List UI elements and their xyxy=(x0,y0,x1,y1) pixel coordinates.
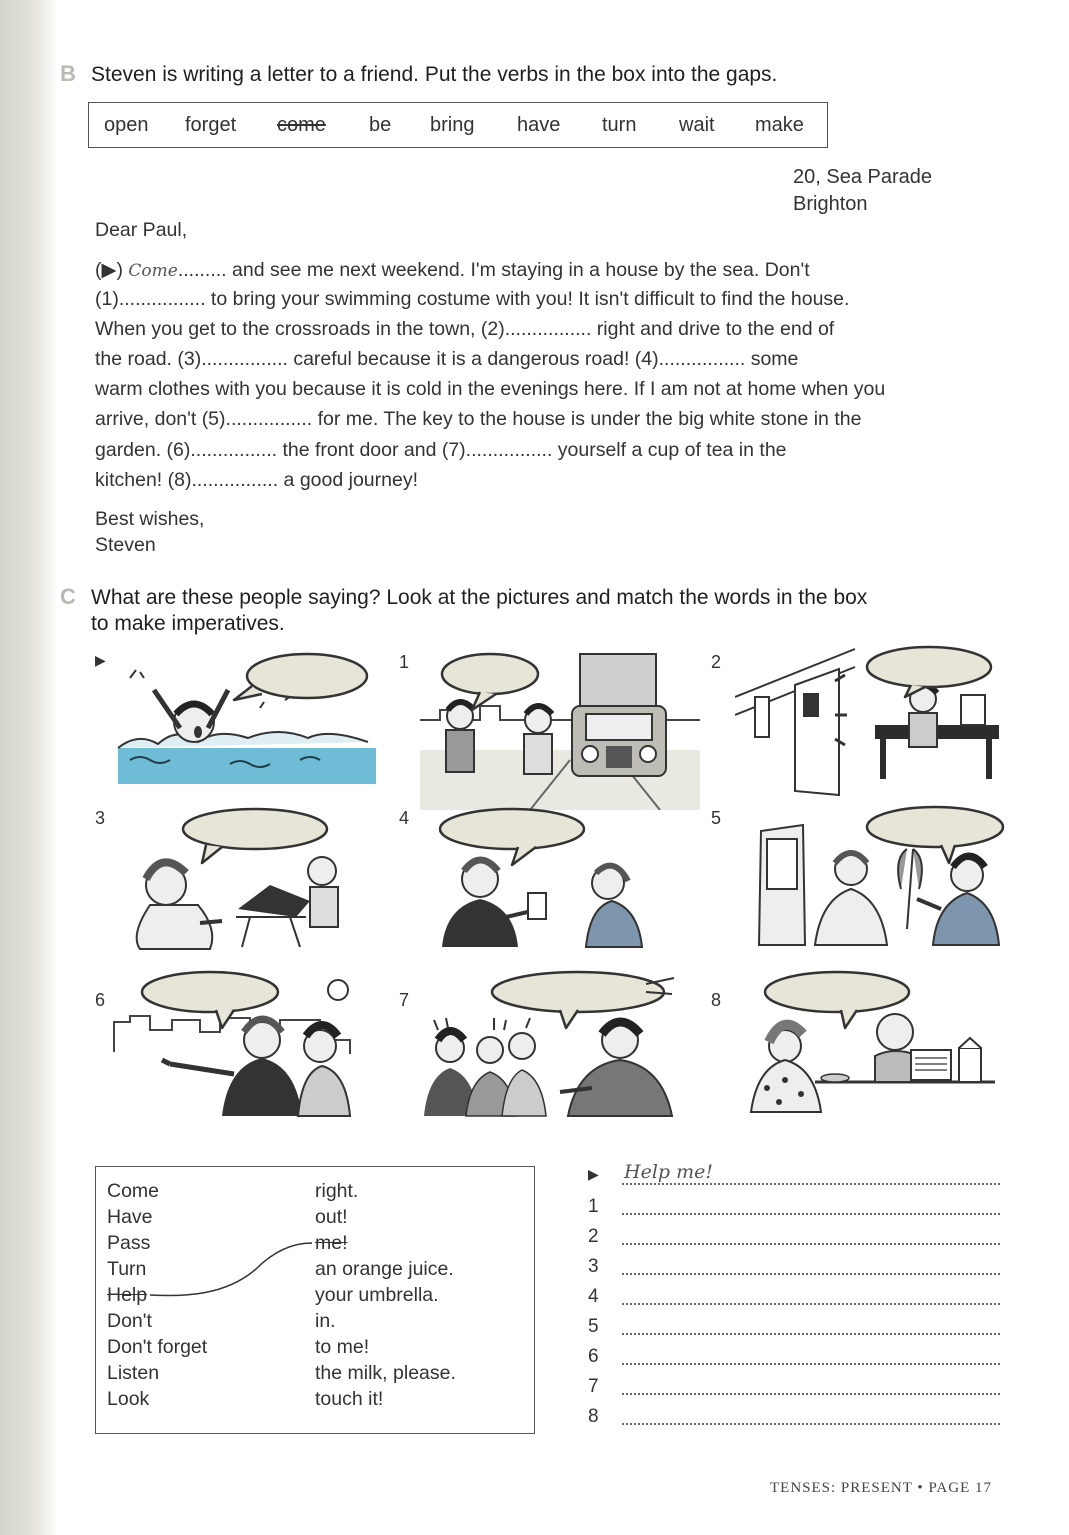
verb-word: bring xyxy=(430,114,475,136)
picture-label: 7 xyxy=(399,990,410,1010)
address-line: Brighton xyxy=(793,193,868,215)
answer-line[interactable] xyxy=(622,1363,1000,1365)
match-left-word: Don't xyxy=(107,1310,152,1332)
footer-bullet: • xyxy=(917,1480,924,1496)
picture-label-example: ▶ xyxy=(95,652,106,668)
answer-line[interactable] xyxy=(622,1423,1000,1425)
section-b-letter: B xyxy=(60,61,76,86)
match-right-word: the milk, please. xyxy=(315,1362,456,1384)
page-footer xyxy=(770,1480,992,1497)
verb-box xyxy=(88,102,828,148)
answer-line[interactable] xyxy=(622,1183,1000,1185)
word-match-box xyxy=(95,1166,535,1434)
example-marker: (▶) xyxy=(95,259,129,281)
picture-truck-crossing xyxy=(420,650,700,810)
picture-label: 5 xyxy=(711,808,722,828)
match-left-word: Turn xyxy=(107,1258,147,1280)
match-connector-line xyxy=(146,1237,316,1307)
match-right-word-used: me! xyxy=(315,1232,348,1254)
answer-label: 6 xyxy=(588,1346,599,1367)
verb-word: turn xyxy=(602,114,637,136)
answer-label: 7 xyxy=(588,1376,599,1397)
answer-line[interactable] xyxy=(622,1273,1000,1275)
answer-label: 4 xyxy=(588,1286,599,1307)
verb-word: be xyxy=(369,114,392,136)
letter-line xyxy=(95,258,810,282)
letter-signature: Steven xyxy=(95,534,156,556)
match-left-word: Pass xyxy=(107,1232,151,1254)
letter-line: the road. (3)................ careful because it is a dangerous road! (4)................ some xyxy=(95,348,799,370)
answer-label: 8 xyxy=(588,1406,599,1427)
letter-line: garden. (6)................ the front door and (7)................ yourself a cup of tea in the xyxy=(95,439,787,461)
answer-label: 3 xyxy=(588,1256,599,1277)
picture-label: 2 xyxy=(711,652,722,672)
picture-orange-juice xyxy=(420,805,690,955)
handwritten-answer: Come xyxy=(128,261,178,281)
letter-line: (1)................ to bring your swimming costume with you! It isn't difficult to find the house. xyxy=(95,288,850,310)
match-right-word: your umbrella. xyxy=(315,1284,439,1306)
picture-label: 1 xyxy=(399,652,410,672)
section-c-letter: C xyxy=(60,584,76,609)
answer-line[interactable] xyxy=(622,1213,1000,1215)
answer-line[interactable] xyxy=(622,1303,1000,1305)
answer-line[interactable] xyxy=(622,1393,1000,1395)
picture-drowning-person xyxy=(110,648,380,788)
match-left-word: Listen xyxy=(107,1362,160,1384)
letter-greeting: Dear Paul, xyxy=(95,219,188,241)
section-b-heading: Steven is writing a letter to a friend. Put the verbs in the box into the gaps. xyxy=(91,63,778,86)
picture-label: 3 xyxy=(95,808,106,828)
answer-label-example: ▶ xyxy=(588,1166,599,1182)
match-right-word: out! xyxy=(315,1206,348,1228)
page-number: PAGE 17 xyxy=(928,1480,992,1496)
answer-label: 5 xyxy=(588,1316,599,1337)
match-right-word: to me! xyxy=(315,1336,370,1358)
match-right-word: right. xyxy=(315,1180,359,1202)
letter-line: arrive, don't (5)................ for me. The key to the house is under the big white stone in the xyxy=(95,408,862,430)
picture-office-desk xyxy=(735,645,1003,805)
picture-giving-directions xyxy=(110,970,380,1120)
section-c-heading: to make imperatives. xyxy=(91,612,285,635)
picture-umbrella-at-door xyxy=(755,805,1005,950)
letter-line: warm clothes with you because it is cold in the evenings here. If I am not at home when you xyxy=(95,378,886,400)
page-gutter-shadow xyxy=(0,0,58,1535)
answer-label: 2 xyxy=(588,1226,599,1247)
picture-pass-the-milk xyxy=(745,970,1005,1115)
answer-example-handwritten: Help me! xyxy=(624,1161,713,1183)
letter-line: kitchen! (8)................ a good journey! xyxy=(95,469,418,491)
match-left-word-used: Help xyxy=(107,1284,148,1306)
picture-teacher-listen xyxy=(410,970,690,1120)
match-left-word: Look xyxy=(107,1388,150,1410)
picture-label: 8 xyxy=(711,990,722,1010)
letter-line-text: ......... and see me next weekend. I'm staying in a house by the sea. Don't xyxy=(177,259,810,281)
letter-line: When you get to the crossroads in the town, (2)................ right and drive to the end of xyxy=(95,318,835,340)
letter-closing: Best wishes, xyxy=(95,508,205,530)
footer-section: TENSES: PRESENT xyxy=(770,1480,913,1496)
match-left-word: Come xyxy=(107,1180,160,1202)
answer-label: 1 xyxy=(588,1196,599,1217)
verb-word-crossed-out: come xyxy=(277,114,326,136)
picture-label: 6 xyxy=(95,990,106,1010)
verb-word: make xyxy=(755,114,804,136)
match-right-word: an orange juice. xyxy=(315,1258,454,1280)
verb-word: have xyxy=(517,114,561,136)
answer-line[interactable] xyxy=(622,1243,1000,1245)
verb-word: open xyxy=(104,114,149,136)
match-left-word: Don't forget xyxy=(107,1336,208,1358)
match-right-word: touch it! xyxy=(315,1388,384,1410)
match-right-word: in. xyxy=(315,1310,336,1332)
section-c-heading: What are these people saying? Look at the pictures and match the words in the box xyxy=(91,586,868,609)
verb-word: forget xyxy=(185,114,237,136)
address-line: 20, Sea Parade xyxy=(793,166,932,188)
picture-label: 4 xyxy=(399,808,410,828)
match-left-word: Have xyxy=(107,1206,153,1228)
answer-line[interactable] xyxy=(622,1333,1000,1335)
verb-word: wait xyxy=(679,114,715,136)
picture-hot-iron-warning xyxy=(110,805,380,955)
